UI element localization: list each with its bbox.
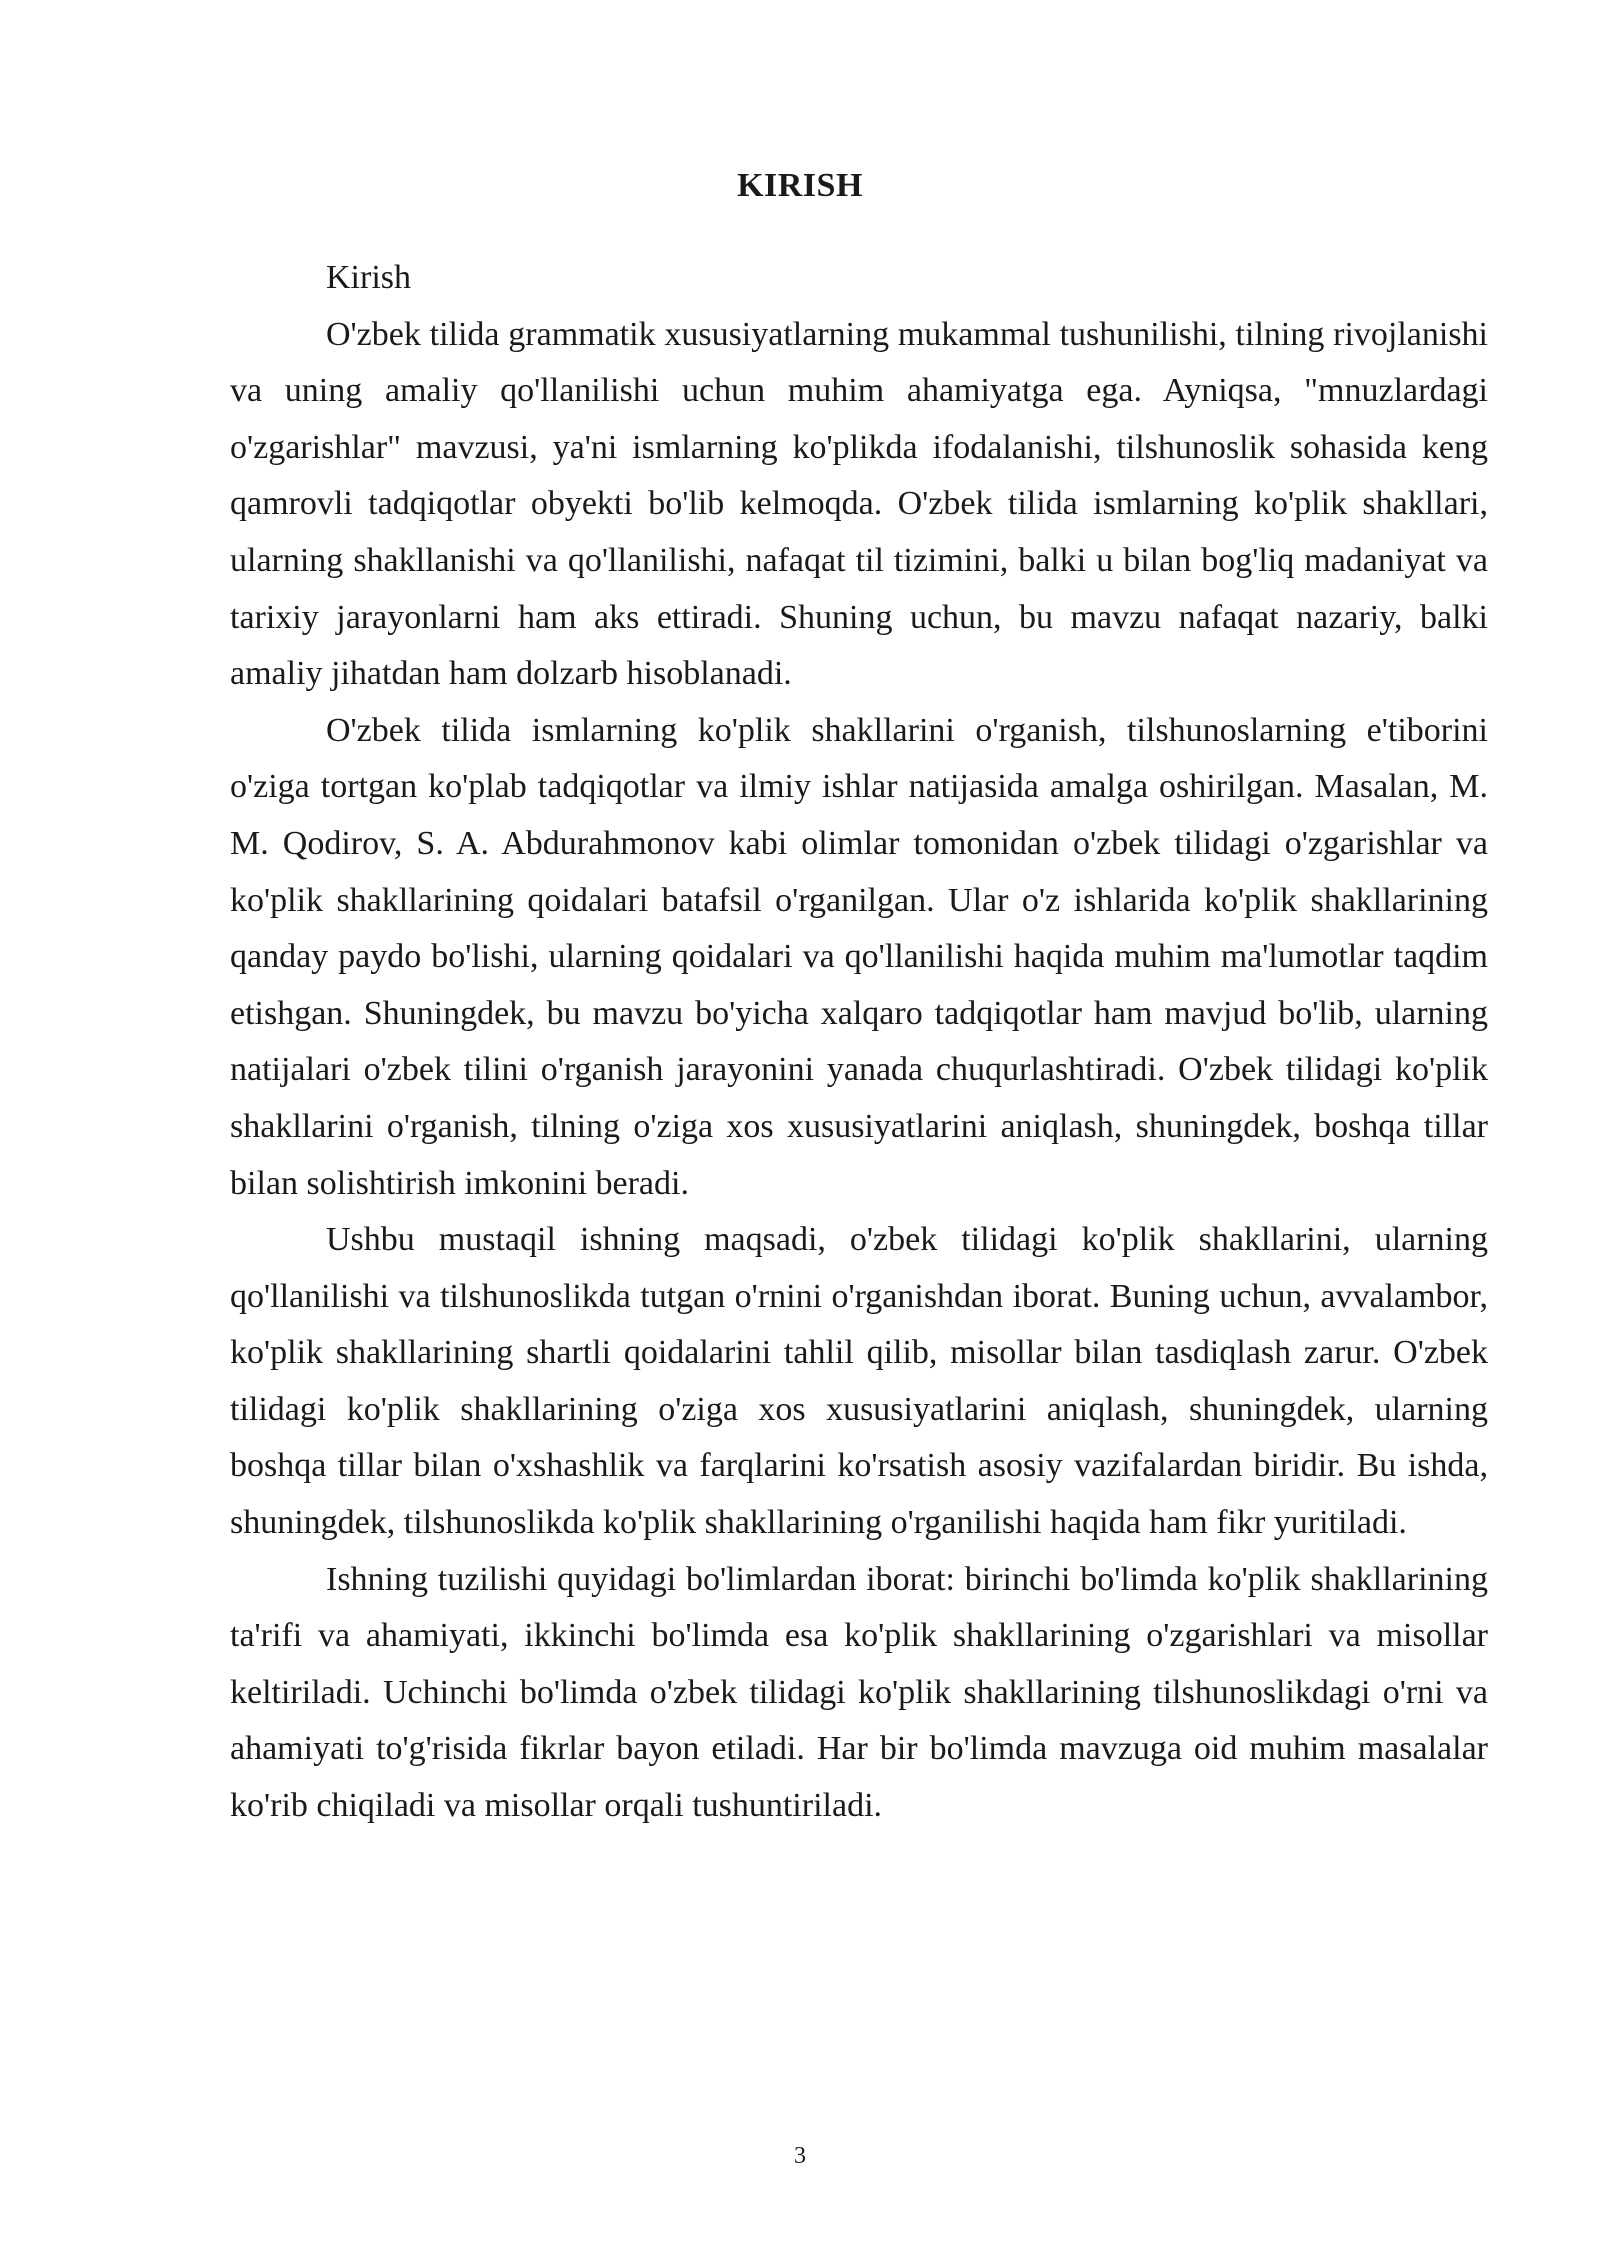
page-heading: KIRISH xyxy=(737,167,863,204)
body-text xyxy=(230,250,1488,1835)
paragraph-2: O'zbek tilida ismlarning ko'plik shakllarini o'rganish, tilshunoslarning e'tiborini o'ziga tortgan ko'plab tadqiqotlar va ilmiy ishlar natijasida amalga oshirilgan. Masalan, M. M. Qodirov, S. A. Abdurahmonov kabi olimlar tomonidan o'zbek tilidagi o'zgarishlar va ko'plik shakllarining qoidalari batafsil o'rganilgan. Ular o'z ishlarida ko'plik shakllarining qanday paydo bo'lishi, ularning qoidalari va qo'llanilishi haqida muhim ma'lumotlar taqdim etishgan. Shuningdek, bu mavzu bo'yicha xalqaro tadqiqotlar ham mavjud bo'lib, ularning natijalari o'zbek tilini o'rganish jarayonini yanada chuqurlashtiradi. O'zbek tilidagi ko'plik shakllarini o'rganish, tilning o'ziga xos xususiyatlarini aniqlash, shuningdek, boshqa tillar bilan solishtirish imkonini beradi. xyxy=(230,711,1488,1202)
paragraph-1: O'zbek tilida grammatik xususiyatlarning mukammal tushunilishi, tilning rivojlanishi va uning amaliy qo'llanilishi uchun muhim ahamiyatga ega. Ayniqsa, "mnuzlardagi o'zgarishlar" mavzusi, ya'ni ismlarning ko'plikda ifodalanishi, tilshunoslik sohasida keng qamrovli tadqiqotlar obyekti bo'lib kelmoqda. O'zbek tilida ismlarning ko'plik shakllari, ularning shakllanishi va qo'llanilishi, nafaqat til tizimini, balki u bilan bog'liq madaniyat va tarixiy jarayonlarni ham aks ettiradi. Shuning uchun, bu mavzu nafaqat nazariy, balki amaliy jihatdan ham dolzarb hisoblanadi. xyxy=(230,315,1488,693)
page-number: 3 xyxy=(794,2143,806,2169)
section-subheading: Kirish xyxy=(326,259,411,296)
paragraph-3: Ushbu mustaqil ishning maqsadi, o'zbek tilidagi ko'plik shakllarini, ularning qo'llanilishi va tilshunoslikda tutgan o'rnini o'rganishdan iborat. Buning uchun, avvalambor, ko'plik shakllarining shartli qoidalarini tahlil qilib, misollar bilan tasdiqlash zarur. O'zbek tilidagi ko'plik shakllarining o'ziga xos xususiyatlarini aniqlash, shuningdek, ularning boshqa tillar bilan o'xshashlik va farqlarini ko'rsatish asosiy vazifalardan biridir. Bu ishda, shuningdek, tilshunoslikda ko'plik shakllarining o'rganilishi haqida ham fikr yuritiladi. xyxy=(230,1221,1488,1542)
paragraph-4: Ishning tuzilishi quyidagi bo'limlardan iborat: birinchi bo'limda ko'plik shakllarining ta'rifi va ahamiyati, ikkinchi bo'limda esa ko'plik shakllarining o'zgarishlari va misollar keltiriladi. Uchinchi bo'limda o'zbek tilidagi ko'plik shakllarining tilshunoslikdagi o'rni va ahamiyati to'g'risida fikrlar bayon etiladi. Har bir bo'limda mavzuga oid muhim masalalar ko'rib chiqiladi va misollar orqali tushuntiriladi. xyxy=(230,1560,1488,1825)
